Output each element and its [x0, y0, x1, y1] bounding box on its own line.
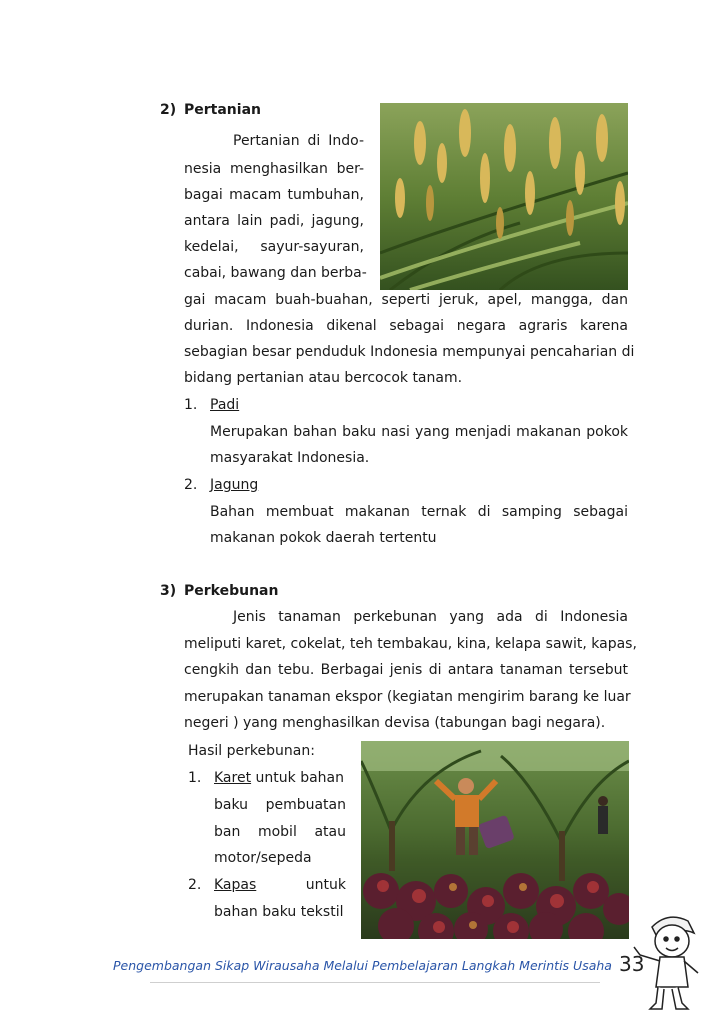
list-number: 1.	[188, 770, 202, 786]
paragraph-line: bagai macam tumbuhan,	[184, 187, 364, 203]
paragraph-line: gai macam buah-buahan, seperti jeruk, apel, mangga, dan	[184, 292, 628, 308]
results-label: Hasil perkebunan:	[188, 743, 315, 759]
list-item-first-line	[214, 768, 346, 788]
list-item-desc: motor/sepeda	[214, 850, 312, 866]
list-item-desc: bahan baku tekstil	[214, 904, 344, 920]
paragraph-line: Jenis tanaman perkebunan yang ada di Indonesia	[233, 609, 628, 625]
list-item-desc: makanan pokok daerah tertentu	[210, 530, 437, 546]
list-item-desc: baku pembuatan	[214, 797, 346, 813]
paragraph-line: nesia menghasilkan ber-	[184, 161, 364, 177]
list-item-desc: Merupakan bahan baku nasi yang menjadi makanan pokok	[210, 424, 628, 440]
paragraph-line: kedelai, sayur-sayuran,	[184, 239, 364, 255]
list-item-title: Jagung	[210, 477, 259, 493]
list-number: 2.	[184, 477, 198, 493]
list-item-title: Kapas	[214, 877, 257, 893]
paragraph-line: Pertanian di Indo-	[233, 133, 364, 149]
paragraph-line: meliputi karet, cokelat, teh tembakau, kina, kelapa sawit, kapas,	[184, 636, 637, 652]
list-item-desc: masyarakat Indonesia.	[210, 450, 370, 466]
list-number: 2.	[188, 877, 202, 893]
list-item-desc: Bahan membuat makanan ternak di samping sebagai	[210, 504, 628, 520]
paragraph-line: cengkih dan tebu. Berbagai jenis di antara tanaman tersebut	[184, 662, 628, 678]
cartoon-boy-mascot	[630, 905, 710, 1015]
paragraph-line: durian. Indonesia dikenal sebagai negara agraris karena	[184, 318, 628, 334]
list-item-title: Karet	[214, 770, 252, 786]
palm-oil-harvest-photo	[361, 741, 629, 939]
footer-title: Pengembangan Sikap Wirausaha Melalui Pembelajaran Langkah Merintis Usaha	[113, 958, 612, 973]
section-number: 2)	[160, 102, 177, 118]
list-item-first-line	[214, 875, 346, 895]
section-number: 3)	[160, 583, 177, 599]
footer-divider	[150, 982, 600, 983]
paragraph-line: bidang pertanian atau bercocok tanam.	[184, 370, 463, 386]
list-item-title: Padi	[210, 397, 240, 413]
page-number: 33	[619, 952, 645, 976]
rice-paddy-photo	[380, 103, 628, 290]
list-number: 1.	[184, 397, 198, 413]
section-title: Perkebunan	[184, 583, 279, 599]
paragraph-line: sebagian besar penduduk Indonesia mempunyai pencaharian di	[184, 344, 635, 360]
paragraph-line: cabai, bawang dan berba-	[184, 265, 367, 281]
paragraph-line: merupakan tanaman ekspor (kegiatan mengirim barang ke luar	[184, 689, 631, 705]
list-item-title-rest: untuk bahan	[251, 770, 344, 786]
paragraph-line: negeri ) yang menghasilkan devisa (tabungan bagi negara).	[184, 715, 606, 731]
paragraph-line: antara lain padi, jagung,	[184, 213, 364, 229]
list-item-title-rest: untuk	[305, 877, 346, 893]
list-item-desc: ban mobil atau	[214, 824, 346, 840]
section-title: Pertanian	[184, 102, 261, 118]
